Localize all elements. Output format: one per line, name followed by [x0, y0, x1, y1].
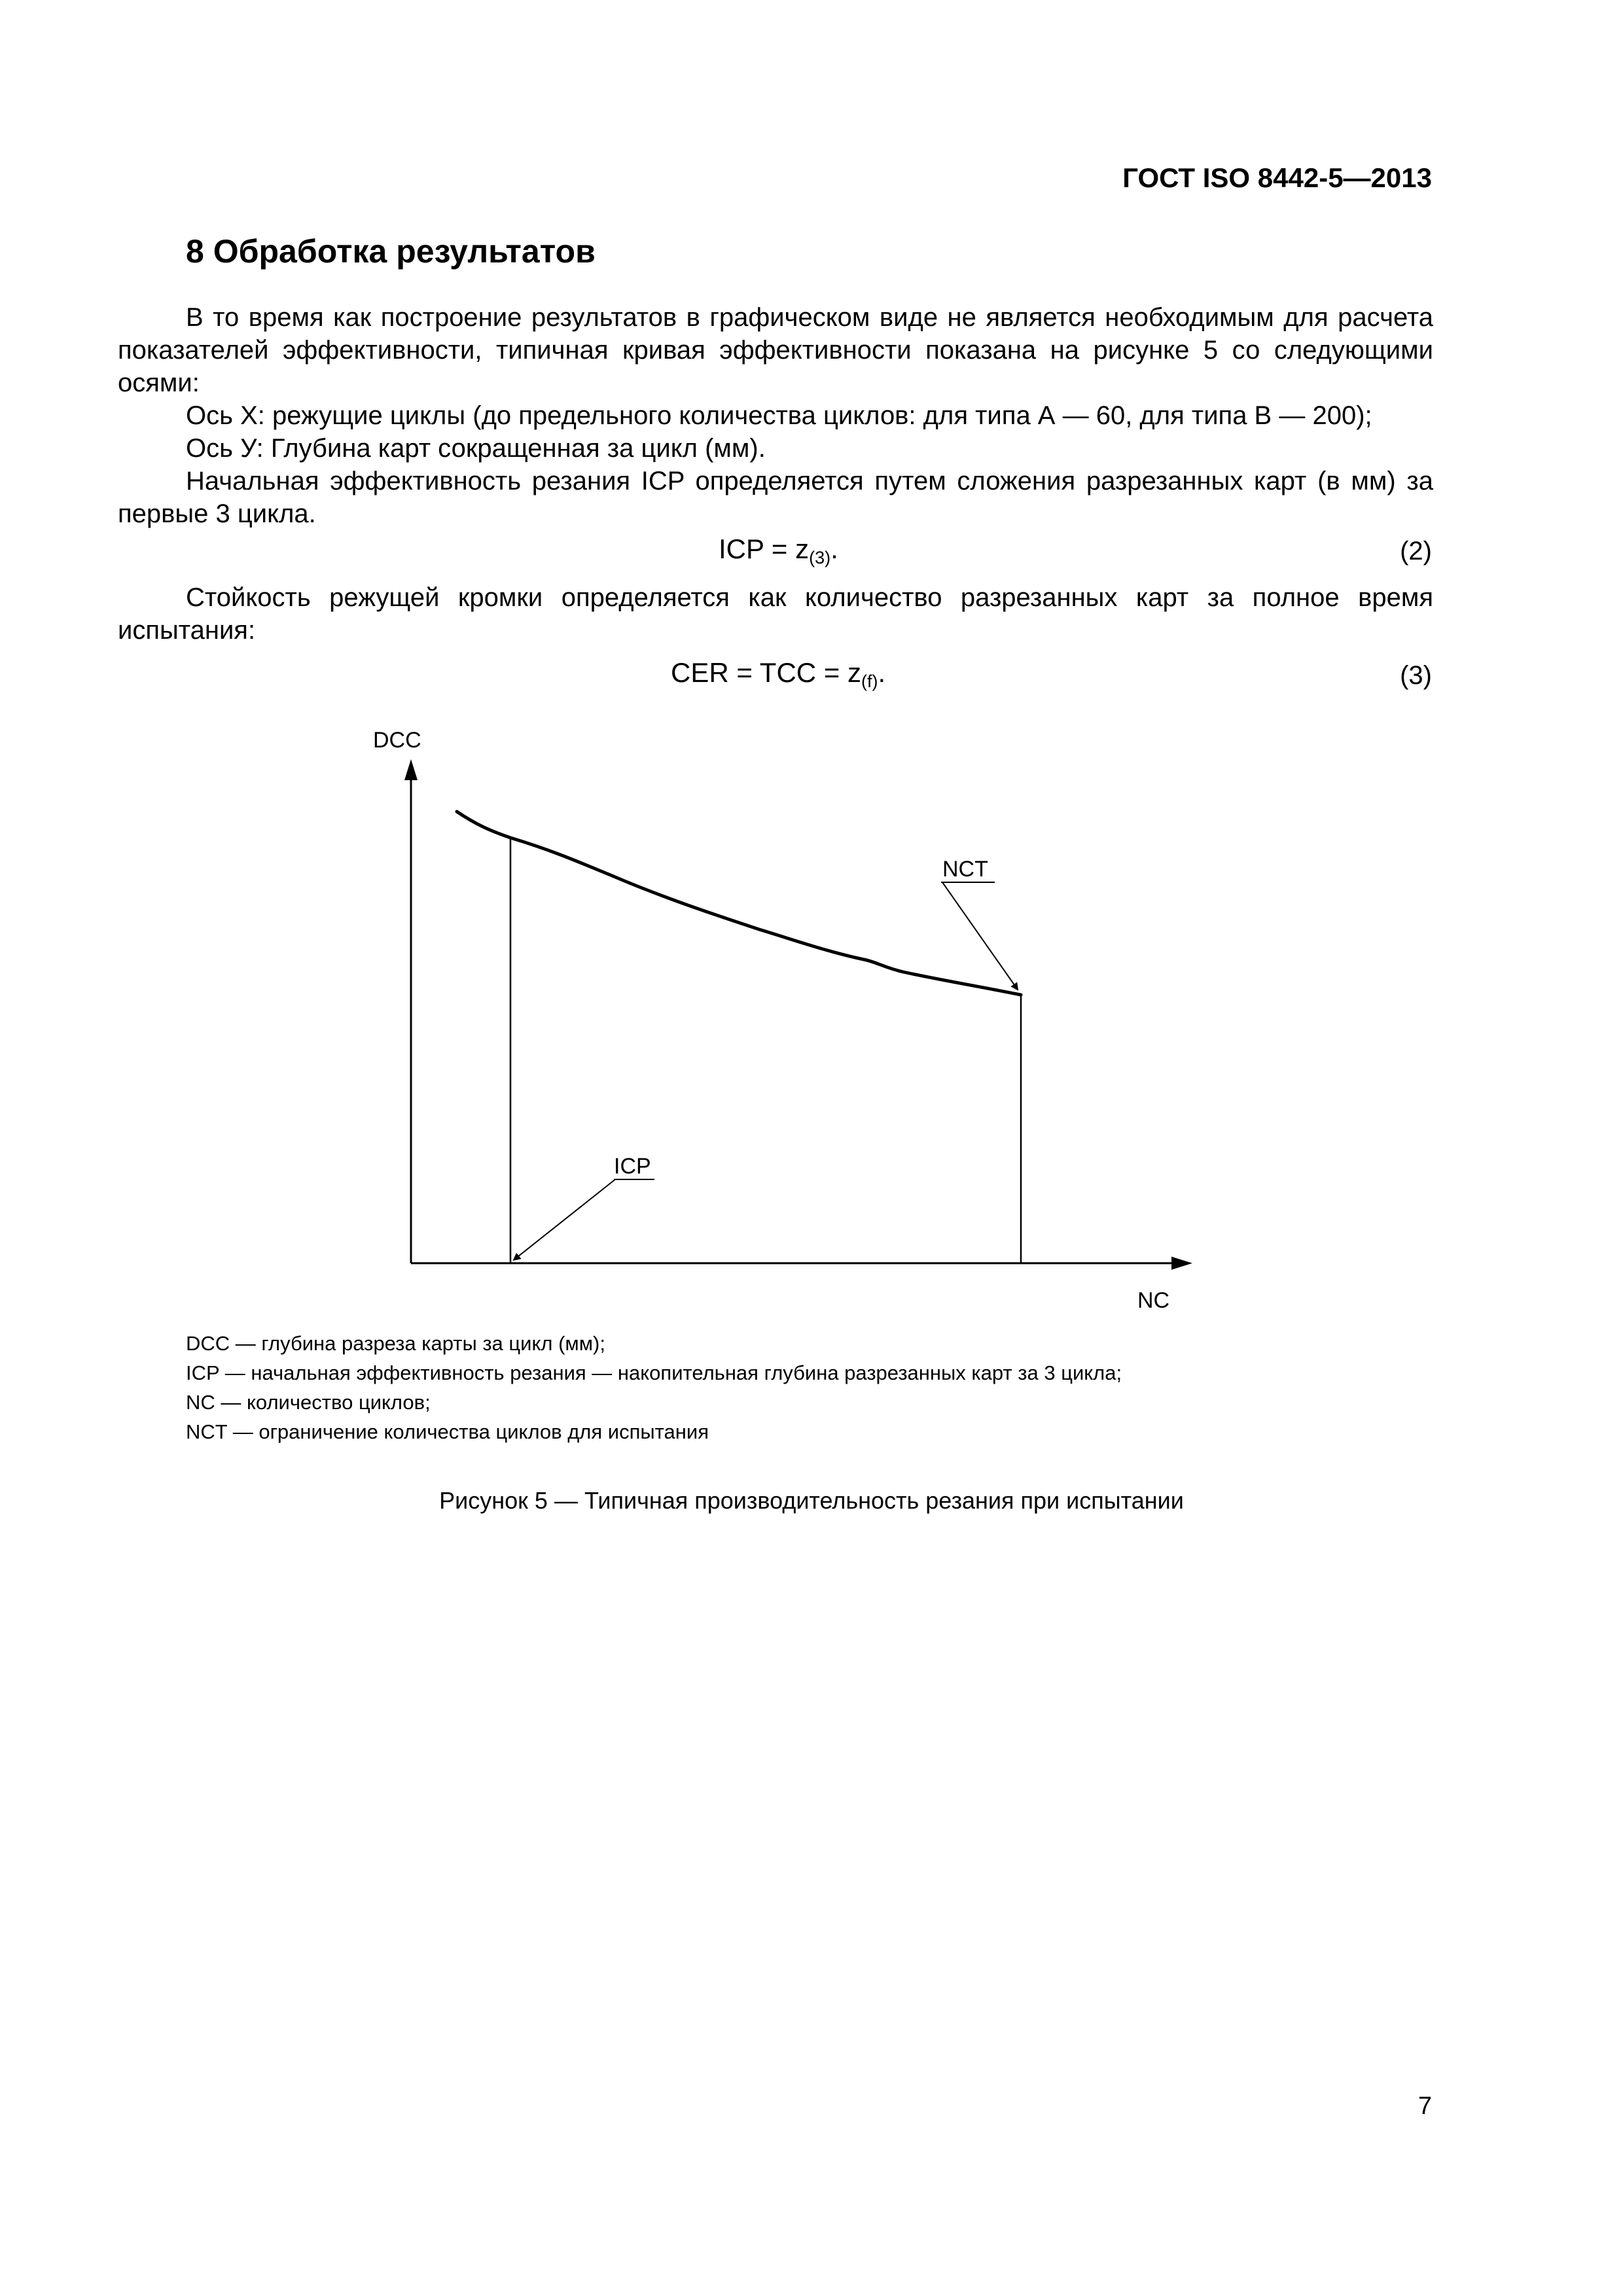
formula-2-subscript: (3) — [809, 548, 831, 568]
formula-3-subscript: (f) — [861, 672, 878, 692]
body-text-2 — [118, 581, 1433, 647]
y-axis-label: DCC — [373, 728, 421, 753]
legend-item-dcc: DCC — глубина разреза карты за цикл (мм); — [186, 1332, 605, 1355]
performance-chart — [366, 726, 1217, 1316]
y-axis-arrow-icon — [404, 759, 418, 780]
formula-3-lhs: CER = TCC = z — [671, 657, 861, 688]
equation-number-2: (2) — [1400, 537, 1432, 565]
paragraph-cer: Стойкость режущей кромки определяется как количество разрезанных карт за полное время испытания: — [118, 583, 1433, 645]
paragraph-axis-x: Ось X: режущие циклы (до предельного количества циклов: для типа А — 60, для типа В — 200); — [186, 401, 1372, 430]
x-axis-label: NC — [1137, 1288, 1170, 1313]
legend-item-icp: ICP — начальная эффективность резания — накопительная глубина разрезанных карт за 3 цикла; — [186, 1361, 1122, 1384]
icp-label: ICP — [614, 1154, 651, 1179]
formula-2 — [719, 533, 838, 568]
performance-figure — [366, 726, 1217, 1316]
equation-number-3: (3) — [1400, 661, 1432, 690]
paragraph-intro: В то время как построение результатов в графическом виде не является необходимым для расчета показателей эффективности, типичная кривая эффективности показана на рисунке 5 со следующими осями: — [118, 303, 1433, 397]
formula-3 — [671, 657, 885, 692]
paragraph-axis-y: Ось У: Глубина карт сокращенная за цикл (мм). — [186, 434, 766, 463]
page-number: 7 — [1418, 2092, 1432, 2120]
section-title: 8 Обработка результатов — [186, 233, 596, 270]
nct-label: NCT — [942, 857, 988, 882]
legend-item-nc: NC — количество циклов; — [186, 1391, 431, 1414]
legend-item-nct: NCT — ограничение количества циклов для испытания — [186, 1420, 709, 1443]
icp-leader-arrow — [514, 1179, 615, 1260]
body-text — [118, 301, 1433, 530]
formula-2-tail: . — [830, 533, 838, 564]
nct-leader-arrow — [942, 882, 1018, 990]
formula-3-tail: . — [878, 657, 886, 688]
figure-legend — [186, 1329, 1122, 1446]
document-header: ГОСТ ISO 8442-5—2013 — [1122, 162, 1432, 193]
x-axis-arrow-icon — [1171, 1257, 1192, 1270]
paragraph-icp: Начальная эффективность резания ICP определяется путем сложения разрезанных карт (в мм) за первые 3 цикла. — [118, 467, 1433, 528]
figure-caption: Рисунок 5 — Типичная производительность резания при испытании — [439, 1487, 1184, 1514]
formula-2-lhs: ICP = z — [719, 533, 810, 564]
performance-curve — [457, 812, 1021, 995]
